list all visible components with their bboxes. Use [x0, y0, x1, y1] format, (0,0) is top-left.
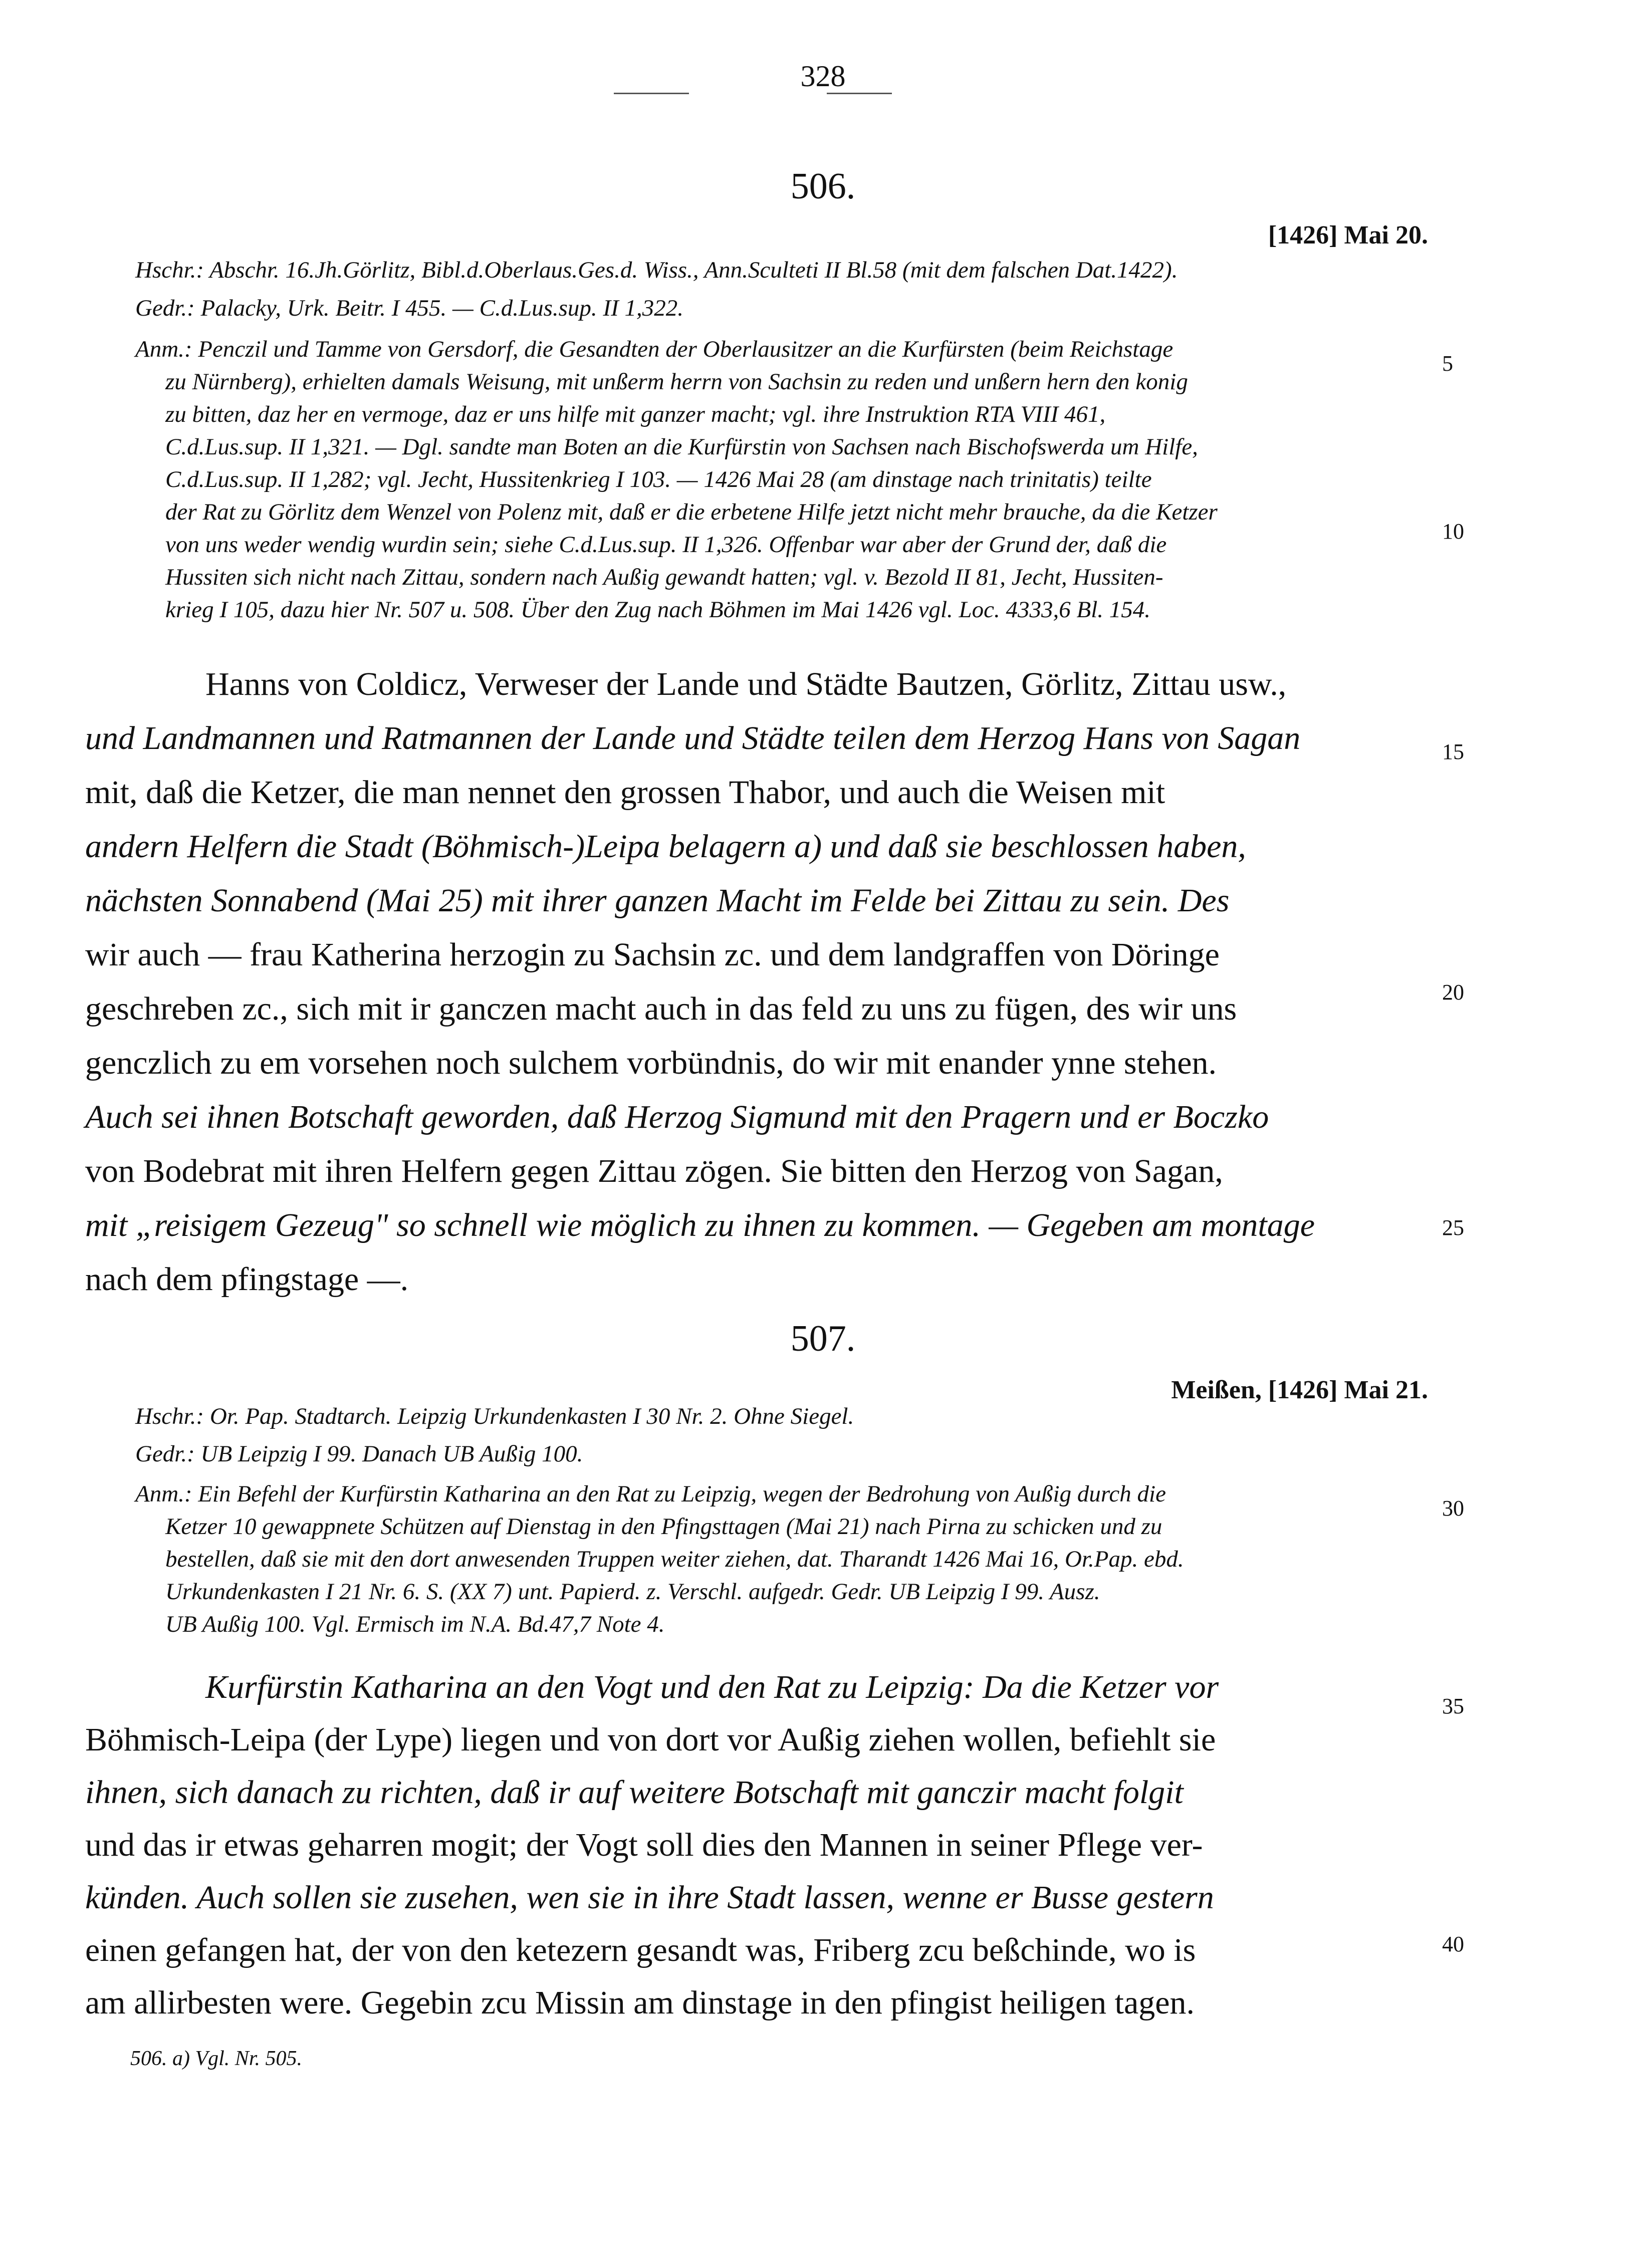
body-line: von Bodebrat mit ihren Helfern gegen Zittau zögen. Sie bitten den Herzog von Sagan,: [85, 1153, 1223, 1189]
annotation-line: UB Außig 100. Vgl. Ermisch im N.A. Bd.47,7 Note 4.: [165, 1611, 665, 1637]
line-number: 20: [1442, 980, 1464, 1004]
body-line: Kurfürstin Katharina an den Vogt und den Rat zu Leipzig: Da die Ketzer vor: [205, 1669, 1219, 1705]
body-line: ihnen, sich danach zu richten, daß ir auf weitere Botschaft mit ganczir macht folgit: [85, 1774, 1184, 1811]
header-dash-right: [827, 93, 892, 94]
header-dash-left: [614, 93, 689, 94]
manuscript-note-506: Hschr.: Abschr. 16.Jh.Görlitz, Bibl.d.Oberlaus.Ges.d. Wiss., Ann.Sculteti II Bl.58 (mit dem falschen Dat.1422).: [135, 257, 1178, 283]
body-line: genczlich zu em vorsehen noch sulchem vorbündnis, do wir mit enander ynne stehen.: [85, 1045, 1217, 1081]
body-line: Auch sei ihnen Botschaft geworden, daß Herzog Sigmund mit den Pragern und er Boczko: [85, 1099, 1269, 1135]
annotation-line: krieg I 105, dazu hier Nr. 507 u. 508. Über den Zug nach Böhmen im Mai 1426 vgl. Loc. 4333,6 Bl. 154.: [165, 597, 1151, 623]
body-line: Hanns von Coldicz, Verweser der Lande und Städte Bautzen, Görlitz, Zittau usw.,: [205, 666, 1287, 702]
annotation-line: von uns weder wendig wurdin sein; siehe C.d.Lus.sup. II 1,326. Offenbar war aber der Grund der, daß die: [165, 532, 1167, 558]
body-line: andern Helfern die Stadt (Böhmisch-)Leipa belagern a) und daß sie beschlossen haben,: [85, 828, 1246, 865]
document-number-507: 507.: [790, 1318, 856, 1359]
annotation-line: der Rat zu Görlitz dem Wenzel von Polenz mit, daß er die erbetene Hilfe jetzt nicht mehr brauche, da die Ketzer: [165, 499, 1218, 525]
body-line: wir auch — frau Katherina herzogin zu Sachsin zc. und dem landgraffen von Döringe: [85, 936, 1220, 973]
body-line: nächsten Sonnabend (Mai 25) mit ihrer ganzen Macht im Felde bei Zittau zu sein. Des: [85, 882, 1230, 919]
document-date-507: Meißen, [1426] Mai 21.: [1171, 1376, 1428, 1404]
annotation-line: zu Nürnberg), erhielten damals Weisung, mit unßerm herrn von Sachsin zu reden und unßern hern den konig: [165, 369, 1188, 395]
line-number: 35: [1442, 1694, 1464, 1718]
print-note-507: Gedr.: UB Leipzig I 99. Danach UB Außig 100.: [135, 1441, 583, 1467]
body-line: und Landmannen und Ratmannen der Lande und Städte teilen dem Herzog Hans von Sagan: [85, 720, 1301, 757]
body-line: mit „reisigem Gezeug" so schnell wie möglich zu ihnen zu kommen. — Gegeben am montage: [85, 1207, 1315, 1243]
line-number: 25: [1442, 1215, 1464, 1240]
body-line: geschreben zc., sich mit ir ganczen macht auch in das feld zu uns zu fügen, des wir uns: [85, 990, 1237, 1027]
annotation-line: C.d.Lus.sup. II 1,282; vgl. Jecht, Hussitenkrieg I 103. — 1426 Mai 28 (am dinstage nach trinitatis) teilte: [165, 466, 1152, 492]
body-line: am allirbesten were. Gegebin zcu Missin am dinstage in den pfingist heiligen tagen.: [85, 1984, 1195, 2021]
body-line: Böhmisch-Leipa (der Lype) liegen und von dort vor Außig ziehen wollen, befiehlt sie: [85, 1721, 1216, 1758]
page-number: 328: [800, 60, 846, 93]
document-number-506: 506.: [790, 166, 856, 207]
print-note-506: Gedr.: Palacky, Urk. Beitr. I 455. — C.d.Lus.sup. II 1,322.: [135, 295, 683, 321]
annotation-line: Anm.: Ein Befehl der Kurfürstin Katharina an den Rat zu Leipzig, wegen der Bedrohung von Außig durch die: [135, 1481, 1166, 1507]
annotation-line: bestellen, daß sie mit den dort anwesenden Truppen weiter ziehen, dat. Tharandt 1426 Mai 16, Or.Pap. ebd.: [165, 1546, 1184, 1572]
annotation-line: Anm.: Penczil und Tamme von Gersdorf, die Gesandten der Oberlausitzer an die Kurfürsten (beim Reichstage: [135, 336, 1173, 362]
body-line: künden. Auch sollen sie zusehen, wen sie in ihre Stadt lassen, wenne er Busse gestern: [85, 1879, 1214, 1916]
annotation-line: Urkundenkasten I 21 Nr. 6. S. (XX 7) unt. Papierd. z. Verschl. aufgedr. Gedr. UB Leipzig I 99. Ausz.: [165, 1579, 1100, 1605]
line-number: 40: [1442, 1932, 1464, 1956]
annotation-line: zu bitten, daz her en vermoge, daz er uns hilfe mit ganzer macht; vgl. ihre Instruktion RTA VIII 461,: [165, 401, 1106, 427]
line-number: 10: [1442, 519, 1464, 544]
body-line: einen gefangen hat, der von den ketezern gesandt was, Friberg zcu beßchinde, wo is: [85, 1932, 1196, 1968]
annotation-line: Hussiten sich nicht nach Zittau, sondern nach Außig gewandt hatten; vgl. v. Bezold II 81, Jecht, Hussiten-: [165, 564, 1163, 590]
annotation-line: C.d.Lus.sup. II 1,321. — Dgl. sandte man Boten an die Kurfürstin von Sachsen nach Bischofswerda um Hilfe,: [165, 434, 1198, 460]
footnote: 506. a) Vgl. Nr. 505.: [130, 2047, 303, 2070]
line-number: 15: [1442, 739, 1464, 764]
annotation-line: Ketzer 10 gewappnete Schützen auf Dienstag in den Pfingsttagen (Mai 21) nach Pirna zu schicken und zu: [165, 1514, 1162, 1540]
document-date-506: [1426] Mai 20.: [1268, 221, 1428, 249]
manuscript-note-507: Hschr.: Or. Pap. Stadtarch. Leipzig Urkundenkasten I 30 Nr. 2. Ohne Siegel.: [135, 1403, 854, 1429]
body-line: nach dem pfingstage —.: [85, 1261, 409, 1298]
body-line: mit, daß die Ketzer, die man nennet den grossen Thabor, und auch die Weisen mit: [85, 774, 1165, 811]
body-line: und das ir etwas geharren mogit; der Vogt soll dies den Mannen in seiner Pflege ver-: [85, 1827, 1203, 1863]
line-number: 30: [1442, 1496, 1464, 1521]
line-number: 5: [1442, 351, 1453, 376]
